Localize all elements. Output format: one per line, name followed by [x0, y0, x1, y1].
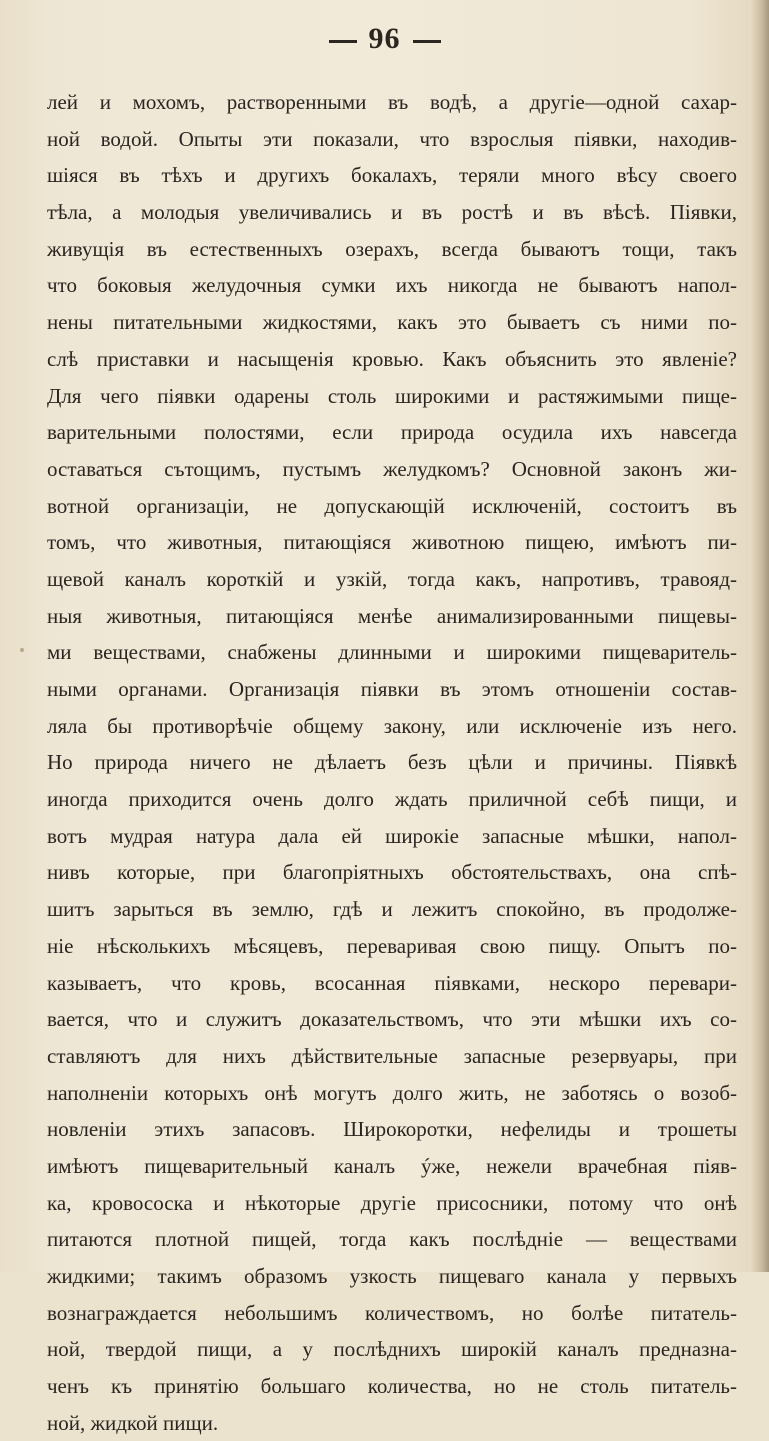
text-line: ніе нѣсколькихъ мѣсяцевъ, переваривая свою пищу. Опытъ по- [47, 933, 737, 958]
text-line: ченъ къ принятію большаго количества, но не столь питатель- [47, 1374, 737, 1399]
text-line: наполненіи которыхъ онѣ могутъ долго жить, не заботясь о возоб- [47, 1080, 737, 1105]
text-line: новленіи этихъ запасовъ. Широкоротки, нефелиды и трошеты [47, 1117, 737, 1142]
text-line: имѣютъ пищеварительный каналъ ýже, нежели врачебная піяв- [47, 1153, 737, 1178]
text-line: слѣ приставки и насыщенія кровью. Какъ объяснить это явленіе? [47, 346, 737, 371]
text-line: шіяся въ тѣхъ и другихъ бокалахъ, теряли много вѣсу своего [47, 163, 737, 188]
text-line: оставаться сътощимъ, пустымъ желудкомъ? Основной законъ жи- [47, 456, 737, 481]
text-line: нивъ которые, при благопріятныхъ обстоятельствахъ, она спѣ- [47, 860, 737, 885]
text-line: ными органами. Организація піявки въ этомъ отношеніи состав- [47, 677, 737, 701]
page-edge-shadow [751, 0, 769, 1272]
text-line: ка, кровососка и нѣкоторые другіе присосники, потому что онѣ [47, 1190, 737, 1215]
text-line: казываетъ, что кровь, всосанная піявками, нескоро перевари- [47, 970, 737, 995]
header-dash-right [413, 40, 441, 43]
text-line: ной, твердой пищи, а у послѣднихъ широкій каналъ предназна- [47, 1337, 737, 1362]
text-line: Но природа ничего не дѣлаетъ безъ цѣли и причины. Піявкѣ [47, 750, 737, 775]
text-line: Для чего піявки одарены столь широкими и растяжимыми пище- [47, 383, 737, 408]
text-line: живущія въ естественныхъ озерахъ, всегда бываютъ тощи, такъ [47, 236, 737, 261]
header-dash-left [329, 40, 357, 43]
text-line: лей и мохомъ, растворенными въ водѣ, а другіе—одной сахар- [47, 90, 737, 114]
text-line-last: ной, жидкой пищи. [47, 1410, 219, 1435]
text-line: ляла бы противорѣчіе общему закону, или исключеніе изъ него. [47, 713, 737, 738]
text-line: ми веществами, снабжены длинными и широкими пищеваритель- [47, 640, 737, 665]
text-line: иногда приходится очень долго ждать приличной себѣ пищи, и [47, 787, 737, 812]
page-number-header [0, 22, 769, 56]
text-line: жидкими; такимъ образомъ узкость пищеваго канала у первыхъ [47, 1264, 737, 1288]
text-line: что боковыя желудочныя сумки ихъ никогда не бываютъ напол- [47, 273, 737, 298]
page-number: 96 [368, 22, 401, 55]
text-line: варительными полостями, если природа осудила ихъ навсегда [47, 420, 737, 445]
text-line: томъ, что животныя, питающіяся животною пищею, имѣютъ пи- [47, 530, 737, 555]
text-line: ставляютъ для нихъ дѣйствительные запасные резервуары, при [47, 1043, 737, 1068]
text-line: тѣла, а молодыя увеличивались и въ ростѣ и въ вѣсѣ. Піявки, [47, 200, 737, 225]
text-line: щевой каналъ короткій и узкій, тогда какъ, напротивъ, травояд- [47, 566, 737, 591]
text-line: питаются плотной пищей, тогда какъ послѣдніе — веществами [47, 1227, 737, 1252]
text-line: вотной организаціи, не допускающій исключеній, состоитъ въ [47, 493, 737, 518]
ink-speck [20, 648, 24, 652]
text-line: ныя животныя, питающіяся менѣе анимализированными пищевы- [47, 603, 737, 628]
text-line: вается, что и служитъ доказательствомъ, что эти мѣшки ихъ со- [47, 1007, 737, 1032]
text-line: нены питательными жидкостями, какъ это бываетъ съ ними по- [47, 310, 737, 335]
text-line: вознаграждается небольшимъ количествомъ, но болѣе питатель- [47, 1300, 737, 1325]
text-line: вотъ мудрая натура дала ей широкіе запасные мѣшки, напол- [47, 823, 737, 848]
text-line: ной водой. Опыты эти показали, что взрослыя піявки, находив- [47, 126, 737, 151]
text-line: шитъ зарыться въ землю, гдѣ и лежитъ спокойно, въ продолже- [47, 897, 737, 922]
body-text [47, 84, 737, 1441]
